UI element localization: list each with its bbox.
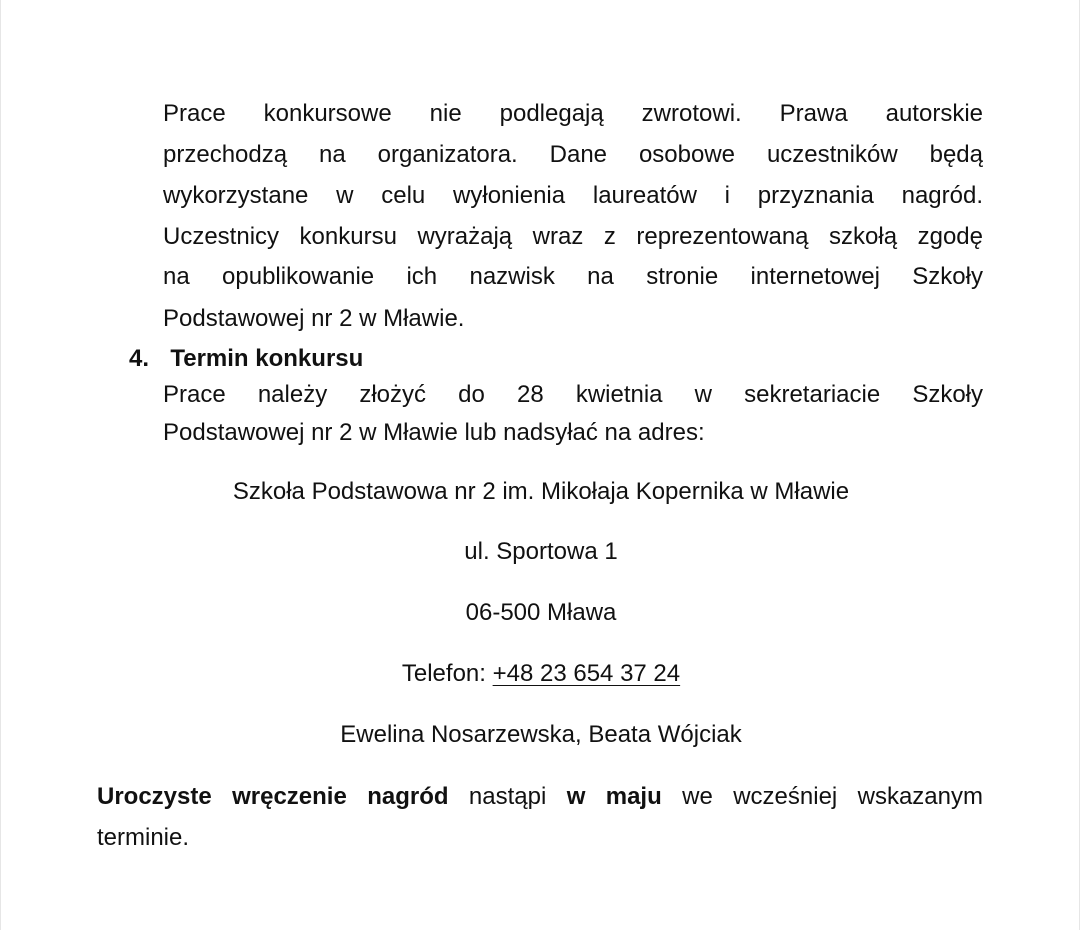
paragraph-line: przechodzą na organizatora. Dane osobowe uczestników będą	[163, 141, 983, 168]
section-number: 4.	[129, 345, 150, 372]
section-heading	[129, 344, 363, 374]
street-address: ul. Sportowa 1	[464, 538, 618, 565]
paragraph-line: Uczestnicy konkursu wyrażają wraz z reprezentowaną szkołą zgodę	[163, 223, 983, 250]
paragraph-line: na opublikowanie ich nazwisk na stronie internetowej Szkoły	[163, 263, 983, 290]
closing-text: we wcześniej wskazanym	[661, 783, 983, 810]
phone-label: Telefon:	[401, 660, 493, 687]
section-line: Podstawowej nr 2 w Mławie lub nadsyłać na adres:	[163, 419, 705, 446]
section-title: Termin konkursu	[170, 345, 364, 372]
closing-text: nastąpi	[448, 783, 567, 810]
closing-line: terminie.	[97, 824, 190, 851]
paragraph-line: Podstawowej nr 2 w Mławie.	[163, 305, 465, 332]
school-name: Szkoła Podstawowa nr 2 im. Mikołaja Kopernika w Mławie	[232, 478, 850, 505]
section-line: Prace należy złożyć do 28 kwietnia w sekretariacie Szkoły	[163, 381, 983, 408]
postal-city: 06-500 Mława	[465, 599, 617, 626]
contact-persons: Ewelina Nosarzewska, Beata Wójciak	[340, 721, 742, 748]
closing-bold-event: Uroczyste wręczenie nagród	[97, 783, 449, 810]
paragraph-line: wykorzystane w celu wyłonienia laureatów i przyznania nagród.	[163, 182, 983, 209]
paragraph-line: Prace konkursowe nie podlegają zwrotowi. Prawa autorskie	[163, 100, 983, 127]
phone-link[interactable]: +48 23 654 37 24	[492, 660, 681, 687]
closing-line	[97, 782, 983, 812]
phone-line	[1, 659, 1080, 689]
closing-bold-date: w maju	[566, 783, 662, 810]
